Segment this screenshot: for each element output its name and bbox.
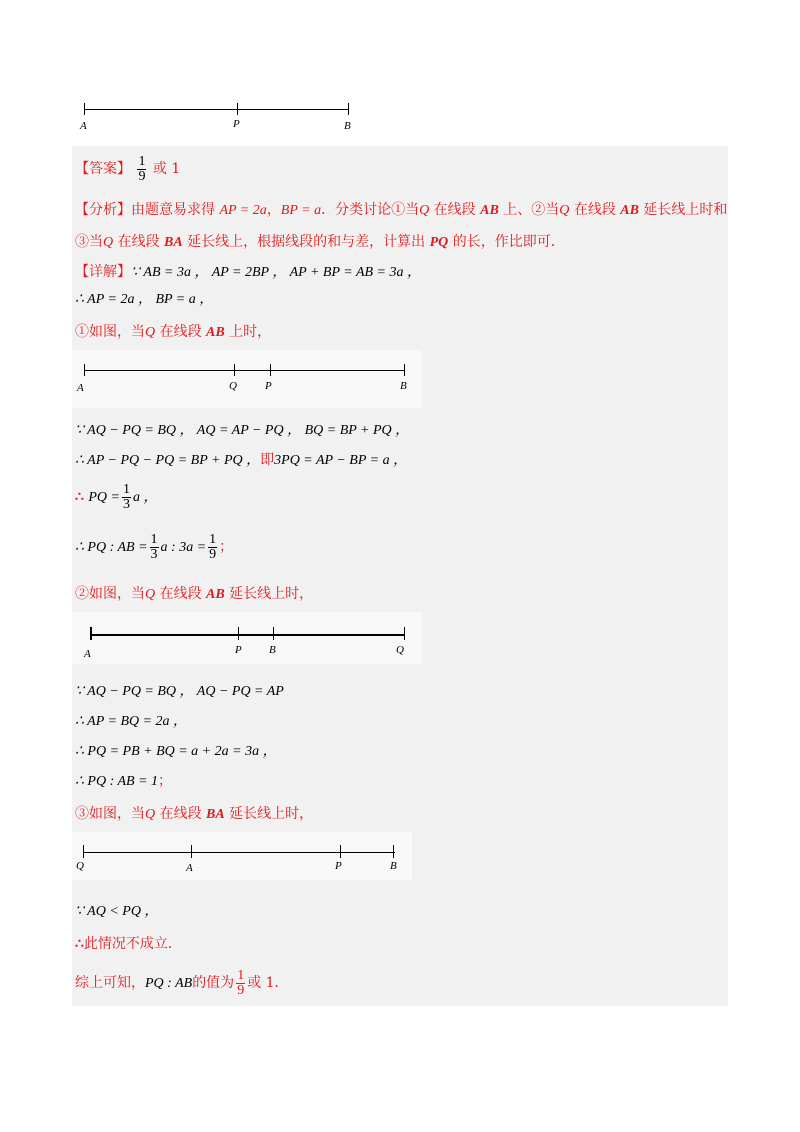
case1-line-1: ∵ AQ − PQ = BQ ， AQ = AP − PQ ， BQ = BP + PQ ， [75, 423, 410, 438]
label-A: A [77, 382, 84, 394]
case1-title: ①如图，当Q 在线段 AB 上时， [75, 324, 272, 340]
label-A: A [80, 120, 87, 132]
case1-line-4: ∴ PQ : AB = $\frac{1}{3}$ a : 3a = $\frac{1}{9}$ ； [75, 531, 234, 562]
analysis-line-1: 【分析】由题意易求得 AP = 2a，BP = a．分类讨论①当Q 在线段 AB 上、②当Q 在线段 AB 延长线上时和 [75, 202, 728, 218]
case2-line-1: ∵ AQ − PQ = BQ ， AQ − PQ = AP [75, 684, 284, 699]
label-B: B [400, 380, 407, 392]
case1-diagram [72, 350, 422, 408]
case3-line-2: ∴此情况不成立． [75, 936, 182, 952]
label-A: A [186, 862, 193, 874]
case2-title: ②如图，当Q 在线段 AB 延长线上时， [75, 586, 314, 602]
summary-line: 综上可知，PQ : AB的值为 $\frac{1}{9}$ 或 1． [75, 967, 289, 998]
analysis-line-2: ③当Q 在线段 BA 延长线上，根据线段的和与差，计算出 PQ 的长，作比即可． [75, 234, 565, 250]
label-A: A [84, 648, 91, 660]
case3-diagram [72, 832, 412, 880]
answer-suffix: 或 1 [152, 161, 181, 177]
answer-line [75, 154, 180, 184]
label-B: B [390, 860, 397, 872]
detail-line-2: ∴ AP = 2a ， BP = a ， [75, 292, 214, 307]
label-Q: Q [396, 644, 404, 656]
label-P: P [233, 118, 240, 130]
label-P: P [335, 860, 342, 872]
label-Q: Q [229, 380, 237, 392]
case2-line-2: ∴ AP = BQ = 2a ， [75, 714, 188, 729]
label-B: B [269, 644, 276, 656]
case2-line-3: ∴ PQ = PB + BQ = a + 2a = 3a ， [75, 744, 277, 759]
case3-line-1: ∵ AQ < PQ ， [75, 904, 159, 919]
case1-line-3: ∴ PQ = $\frac{1}{3}$ a ， [75, 481, 158, 512]
label-Q: Q [76, 860, 84, 872]
label-P: P [235, 644, 242, 656]
answer-tag: 【答案】 [75, 161, 131, 177]
case3-title: ③如图，当Q 在线段 BA 延长线上时， [75, 806, 314, 822]
answer-fraction: $\frac{1}{9}$ [138, 153, 146, 184]
label-B: B [344, 120, 351, 132]
case1-line-2: ∴ AP − PQ − PQ = BP + PQ ，即3PQ = AP − BP = a ， [75, 452, 408, 468]
label-P: P [265, 380, 272, 392]
detail-line-1: 【详解】∵ AB = 3a ， AP = 2BP ， AP + BP = AB = 3a ， [75, 264, 421, 280]
case2-line-4: ∴ PQ : AB = 1； [75, 773, 173, 789]
case2-diagram [72, 612, 422, 664]
